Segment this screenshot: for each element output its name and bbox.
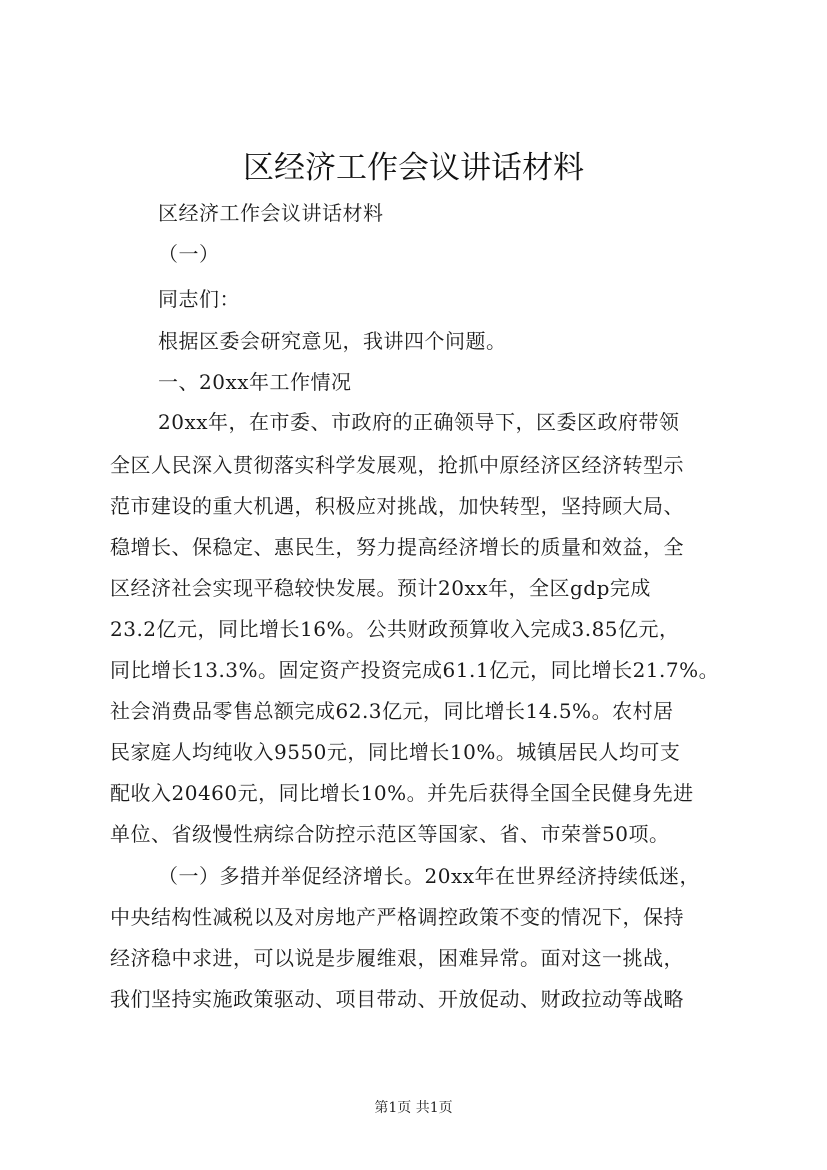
- intro-line: 根据区委会研究意见，我讲四个问题。: [158, 329, 507, 353]
- body-line: 23.2亿元，同比增长16%。公共财政预算收入完成3.85亿元，: [110, 617, 680, 641]
- heading-line: 一、20xx年工作情况: [158, 370, 352, 394]
- body-line: 20xx年，在市委、市政府的正确领导下，区委区政府带领: [158, 410, 680, 434]
- body-line: 配收入20460元，同比增长10%。并先后获得全国全民健身先进: [110, 781, 694, 805]
- body-line: （一）多措并举促经济增长。20xx年在世界经济持续低迷，: [158, 864, 701, 888]
- body-line: 范市建设的重大机遇，积极应对挑战，加快转型，坚持顾大局、: [110, 494, 684, 518]
- body-line: 同比增长13.3%。固定资产投资完成61.1亿元，同比增长21.7%。: [110, 658, 720, 682]
- body-line: 稳增长、保稳定、惠民生，努力提高经济增长的质量和效益，全: [110, 535, 684, 559]
- body-line: 单位、省级慢性病综合防控示范区等国家、省、市荣誉50项。: [110, 822, 670, 846]
- body-line: 社会消费品零售总额完成62.3亿元，同比增长14.5%。农村居: [110, 699, 674, 723]
- body-line: 中央结构性减税以及对房地产严格调控政策不变的情况下，保持: [110, 905, 684, 929]
- document-title: 区经济工作会议讲话材料: [243, 150, 584, 186]
- body-line: 民家庭人均纯收入9550元，同比增长10%。城镇居民人均可支: [110, 740, 681, 764]
- section-marker: （一）: [158, 242, 220, 266]
- salutation: 同志们：: [158, 287, 240, 311]
- body-line: 经济稳中求进，可以说是步履维艰，困难异常。面对这一挑战，: [110, 946, 684, 970]
- body-line: 全区人民深入贯彻落实科学发展观，抢抓中原经济区经济转型示: [110, 453, 684, 477]
- body-line: 我们坚持实施政策驱动、项目带动、开放促动、财政拉动等战略: [110, 987, 684, 1011]
- subtitle-line: 区经济工作会议讲话材料: [158, 201, 384, 225]
- body-line: 区经济社会实现平稳较快发展。预计20xx年，全区gdp完成: [110, 576, 651, 600]
- page-footer: 第1页 共1页: [374, 1100, 453, 1116]
